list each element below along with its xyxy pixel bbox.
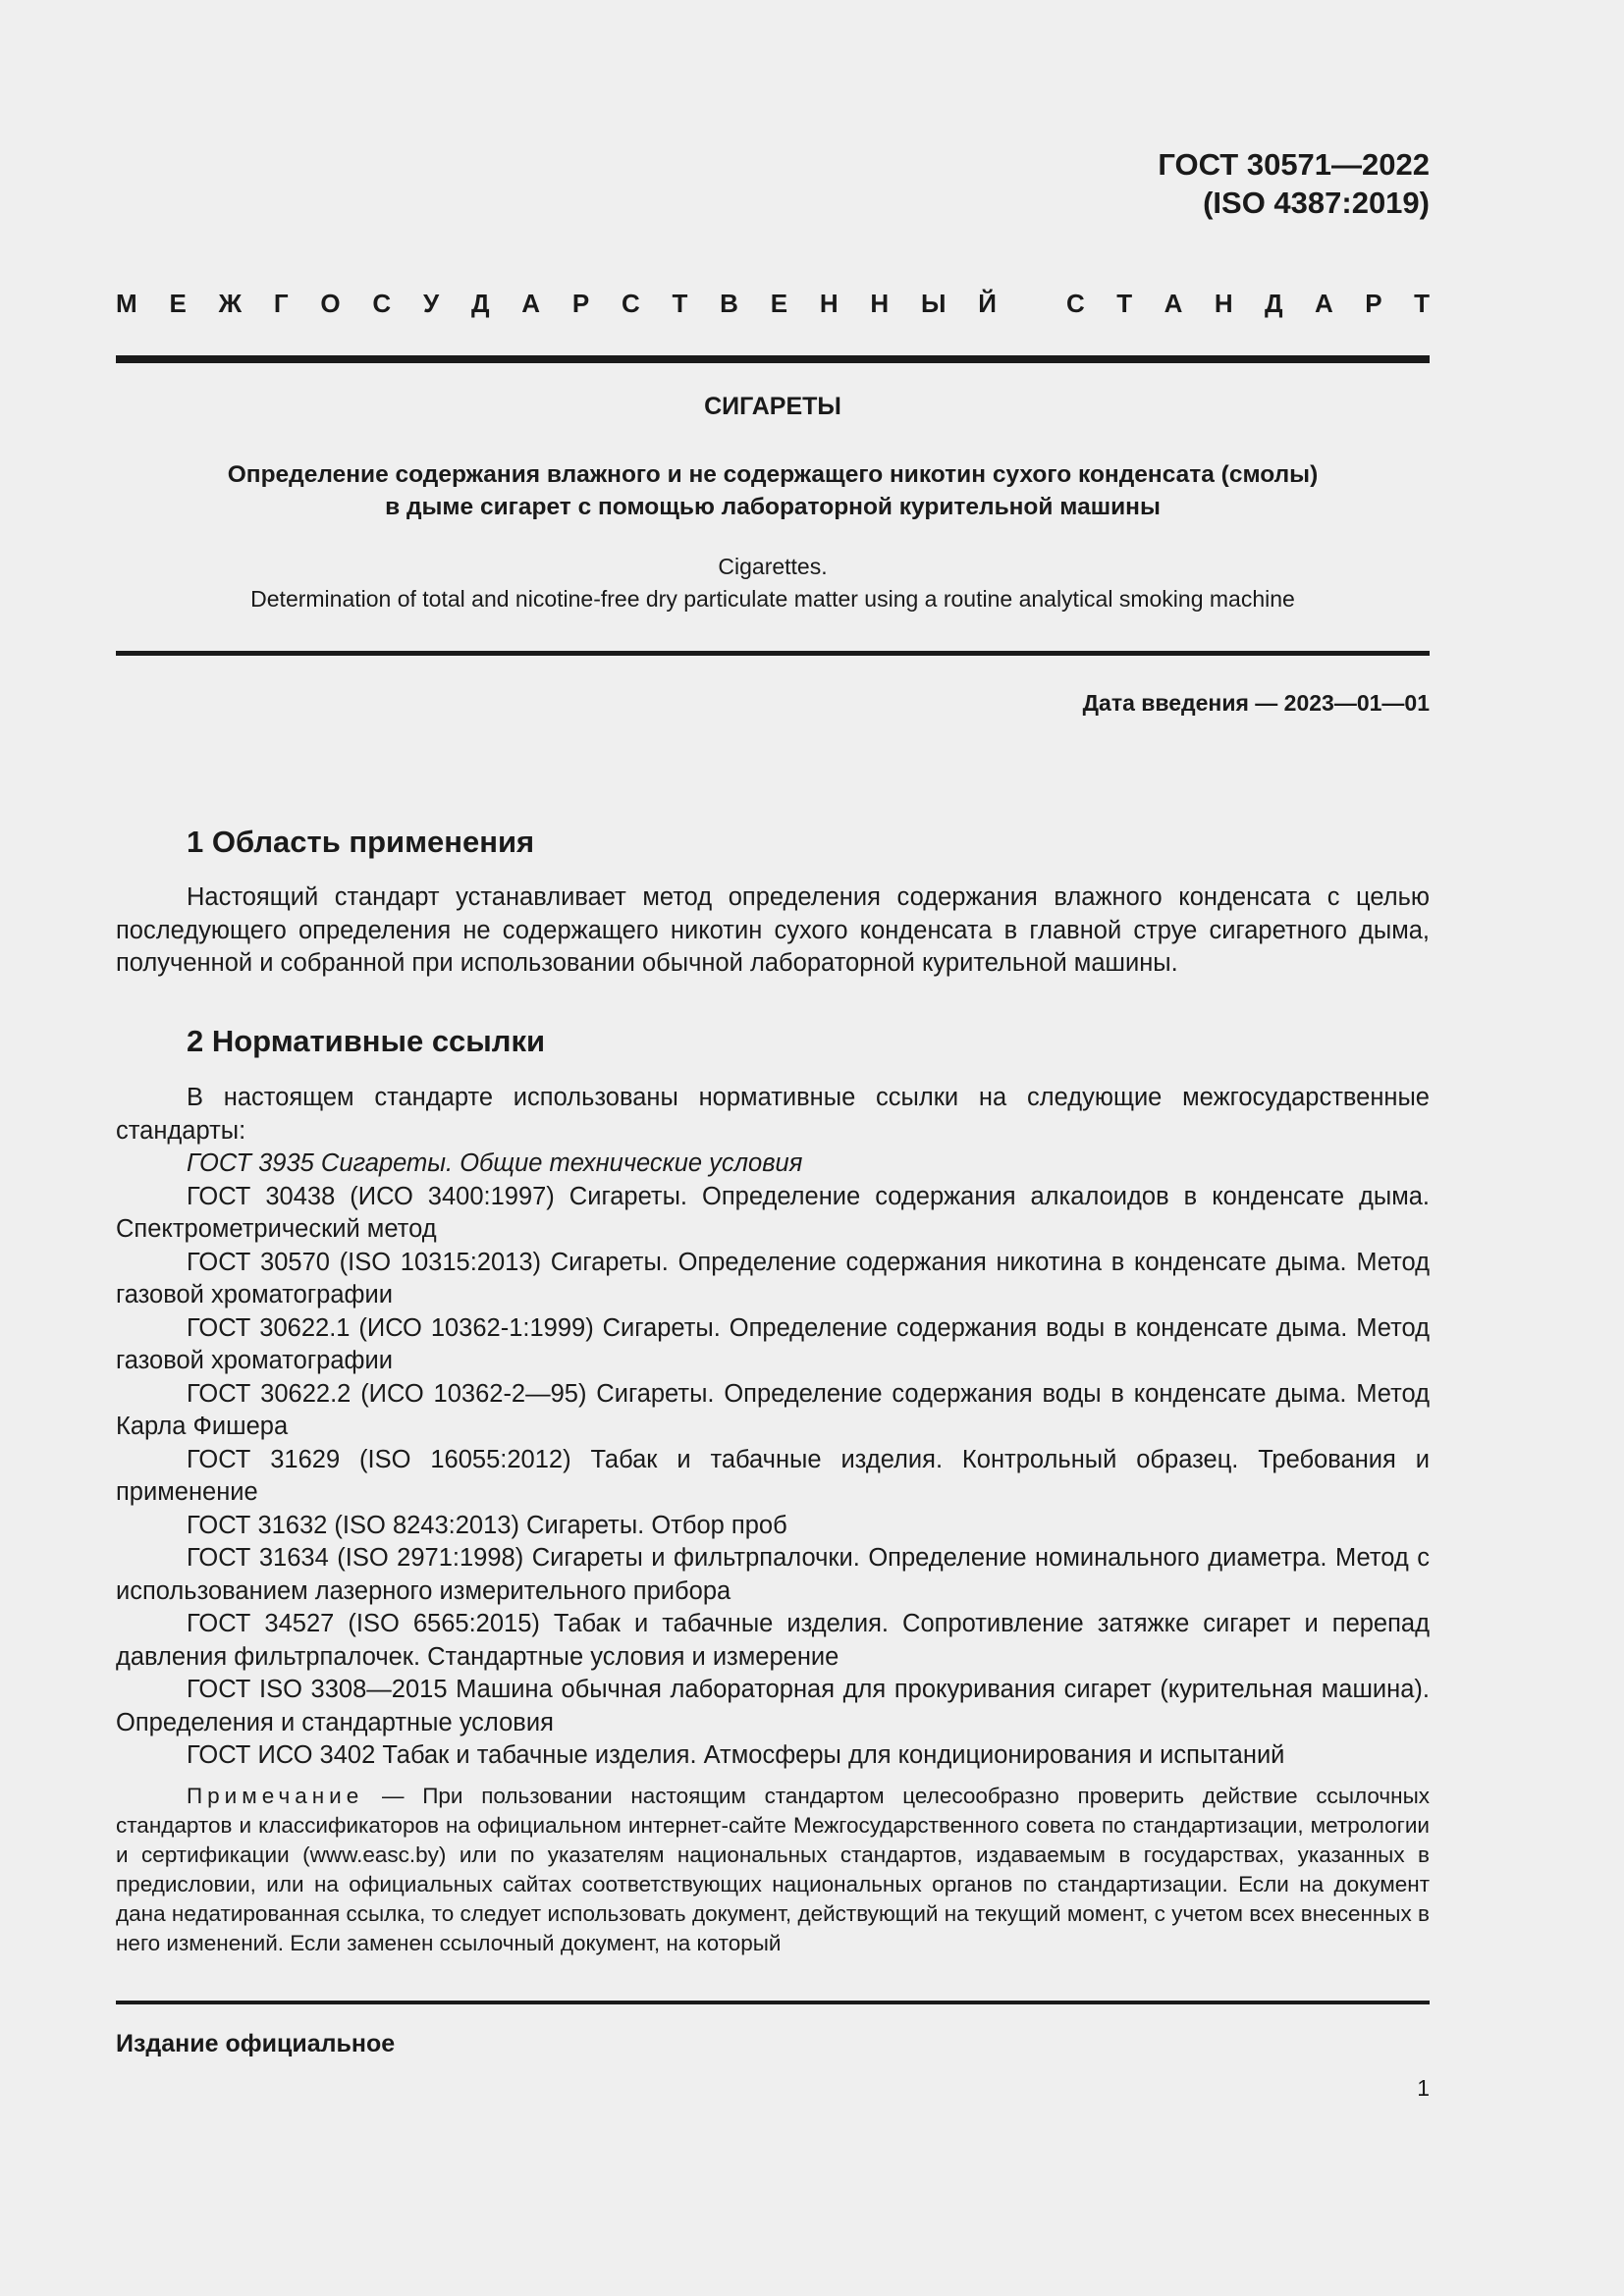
banner-letter: Е (770, 289, 788, 318)
reference-list (116, 1148, 1430, 1773)
document-page (116, 0, 1430, 2296)
reference-item: ГОСТ 31632 (ISO 8243:2013) Сигареты. Отбор проб (187, 1511, 787, 1539)
banner-letter: А (1164, 289, 1183, 318)
banner-letter: В (720, 289, 738, 318)
banner-letter: О (320, 289, 341, 318)
banner-letter: У (422, 289, 440, 318)
reference-item: ГОСТ 34527 (ISO 6565:2015) Табак и табачные изделия. Сопротивление затяжке сигарет и перепад давления фильтрпалочек. Стандартные условия и измерение (116, 1610, 1430, 1671)
reference-item: ГОСТ 30438 (ИСО 3400:1997) Сигареты. Определение содержания алкалоидов в конденсате дыма. Спектрометрический метод (116, 1182, 1430, 1243)
reference-item: ГОСТ ИСО 3402 Табак и табачные изделия. Атмосферы для кондиционирования и испытаний (187, 1741, 1285, 1769)
banner-letter: С (621, 289, 640, 318)
banner-letter: Р (1365, 289, 1382, 318)
banner-letter: Ж (218, 289, 243, 318)
banner-letter: Р (571, 289, 590, 318)
iso-code: (ISO 4387:2019) (1203, 186, 1430, 220)
english-title (116, 551, 1430, 615)
banner-letter: Т (1116, 289, 1133, 318)
title-divider (116, 651, 1430, 656)
scope-paragraph: Настоящий стандарт устанавливает метод определения содержания влажного конденсата с целью последующего определения не содержащего никотин сухого конденсата в главной струе сигаретного дыма, полученной и собранной при использовании обычной лабораторной курительной машины. (116, 883, 1430, 977)
banner-letter: Е (169, 289, 187, 318)
banner-letter: Т (1414, 289, 1430, 318)
reference-item: ГОСТ 30622.1 (ИСО 10362-1:1999) Сигареты. Определение содержания воды в конденсате дыма. Метод газовой хроматографии (116, 1313, 1430, 1374)
reference-item: ГОСТ 31634 (ISO 2971:1998) Сигареты и фильтрпалочки. Определение номинального диаметра. Метод с использованием лазерного измерительного прибора (116, 1544, 1430, 1605)
interstate-word (116, 289, 997, 319)
banner-letter: Д (470, 289, 490, 318)
banner-letter: Н (870, 289, 890, 318)
scope-body (116, 881, 1430, 981)
english-title-line: Cigarettes. (718, 554, 828, 579)
introduction-date: Дата введения — 2023—01—01 (1082, 690, 1430, 716)
banner-letter: Т (672, 289, 688, 318)
interstate-standard-banner (116, 289, 1430, 319)
banner-letter: Д (1265, 289, 1283, 318)
document-subtitle (116, 458, 1430, 523)
subtitle-line: Определение содержания влажного и не содержащего никотин сухого конденсата (смолы) (227, 461, 1319, 488)
banner-letter: М (116, 289, 137, 318)
reference-item: ГОСТ 31629 (ISO 16055:2012) Табак и табачные изделия. Контрольный образец. Требования и применение (116, 1445, 1430, 1506)
banner-letter: Ы (920, 289, 947, 318)
reference-item: ГОСТ 3935 Сигареты. Общие технические условия (187, 1149, 803, 1177)
banner-letter: Г (273, 289, 289, 318)
banner-letter: Й (978, 289, 997, 318)
reference-item: ГОСТ 30622.2 (ИСО 10362-2—95) Сигареты. Определение содержания воды в конденсате дыма. Метод Карла Фишера (116, 1379, 1430, 1440)
banner-letter: Н (1214, 289, 1233, 318)
banner-letter: С (1066, 289, 1085, 318)
standard-header (1158, 145, 1430, 222)
reference-item: ГОСТ ISO 3308—2015 Машина обычная лабораторная для прокуривания сигарет (курительная машина). Определения и стандартные условия (116, 1676, 1430, 1736)
footer-divider (116, 2001, 1430, 2004)
banner-letter: А (1315, 289, 1333, 318)
note-label: Примечание (187, 1784, 364, 1808)
document-title: СИГАРЕТЫ (704, 393, 841, 420)
banner-letter: А (521, 289, 541, 318)
section-heading-scope: 1 Область применения (187, 825, 535, 859)
top-divider (116, 355, 1430, 363)
standard-word (1066, 289, 1430, 319)
note-paragraph (116, 1782, 1430, 1958)
edition-label: Издание официальное (116, 2030, 396, 2057)
note-text: — При пользовании настоящим стандартом целесообразно проверить действие ссылочных стандартов и классификаторов на официальном интернет-сайте Межгосударственного совета по стандартизации, метрологии и сертификации (www.easc.by) или по указателям национальных стандартов, издаваемым в государствах, указанных в предисловии, или на официальных сайтах соответствующих национальных органов по стандартизации. Если на документ дана недатированная ссылка, то следует использовать документ, действующий на текущий момент, с учетом всех внесенных в него изменений. Если заменен ссылочный документ, на который (116, 1784, 1430, 1955)
banner-letter: С (372, 289, 392, 318)
banner-letter: Н (819, 289, 839, 318)
reference-item: ГОСТ 30570 (ISO 10315:2013) Сигареты. Определение содержания никотина в конденсате дыма. Метод газовой хроматографии (116, 1248, 1430, 1308)
subtitle-line: в дыме сигарет с помощью лабораторной курительной машины (385, 494, 1161, 520)
page-number: 1 (1417, 2075, 1430, 2101)
section-heading-references: 2 Нормативные ссылки (187, 1024, 546, 1058)
english-title-line: Determination of total and nicotine-free dry particulate matter using a routine analytical smoking machine (250, 586, 1295, 612)
standard-code: ГОСТ 30571—2022 (1158, 147, 1430, 182)
references-intro-paragraph: В настоящем стандарте использованы нормативные ссылки на следующие межгосударственные стандарты: (116, 1084, 1430, 1145)
references-intro (116, 1082, 1430, 1148)
